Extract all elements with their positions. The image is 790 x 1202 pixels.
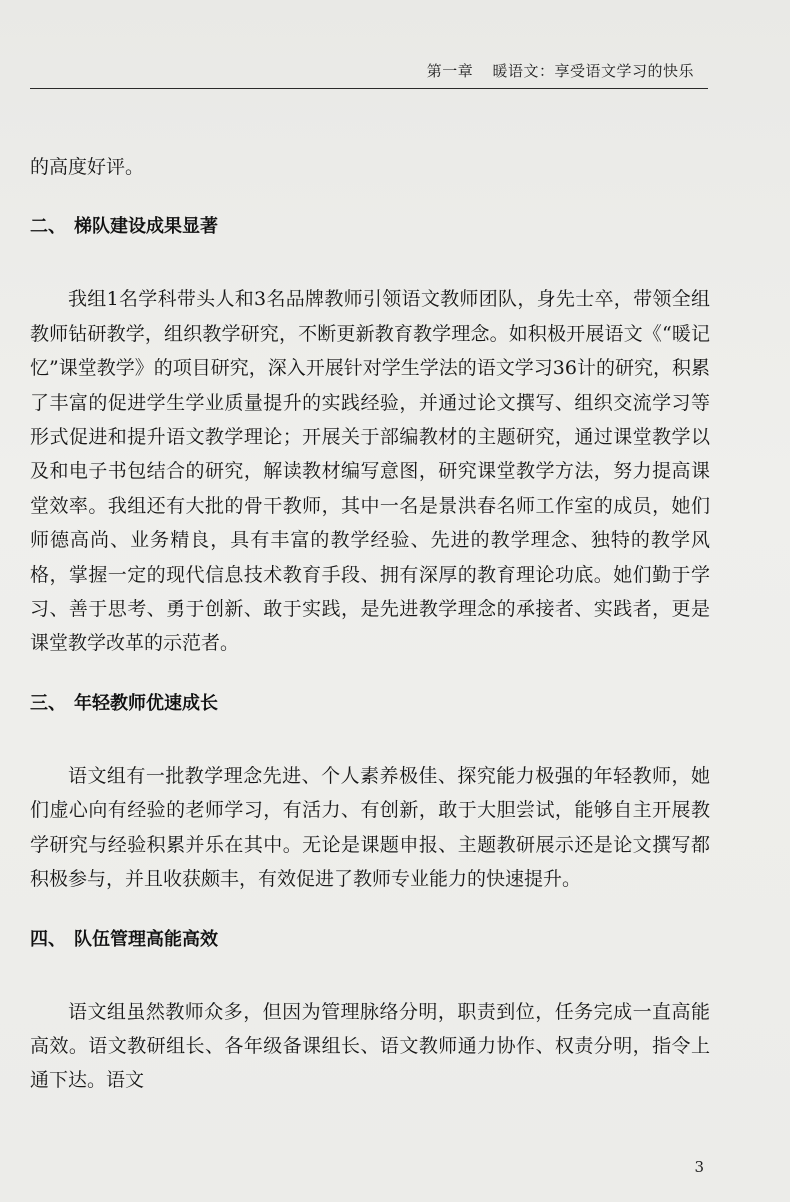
section-body: 语文组有一批教学理念先进、个人素养极佳、探究能力极强的年轻教师，她们虚心向有经验的老师学习，有活力、有创新，敢于大胆尝试，能够自主开展教学研究与经验积累并乐在其中。无论是课题申报、主题教研展示还是论文撰写都积极参与，并且收获颇丰，有效促进了教师专业能力的快速提升。 xyxy=(30,764,710,891)
page-content xyxy=(30,150,710,1098)
page-number: 3 xyxy=(694,1158,704,1176)
section-heading-2 xyxy=(30,210,710,244)
section-number: 二、 xyxy=(30,216,66,238)
section-body: 语文组虽然教师众多，但因为管理脉络分明，职责到位，任务完成一直高能高效。语文教研组长、各年级备课组长、语文教师通力协作、权责分明，指令上通下达。语文 xyxy=(30,1000,710,1092)
section-number: 四、 xyxy=(30,928,66,950)
section-title: 年轻教师优速成长 xyxy=(74,692,218,714)
section-title: 队伍管理高能高效 xyxy=(74,928,218,950)
running-header xyxy=(427,60,694,81)
section-heading-3 xyxy=(30,687,710,721)
section-body: 我组1名学科带头人和3名品牌教师引领语文教师团队，身先士卒，带领全组教师钻研教学，组织教学研究，不断更新教育教学理念。如积极开展语文《“暖记忆”课堂教学》的项目研究，深入开展针对学生学法的语文学习36计的研究，积累了丰富的促进学生学业质量提升的实践经验，并通过论文撰写、组织交流学习等形式促进和提升语文教学理论；开展关于部编教材的主题研究，通过课堂教学以及和电子书包结合的研究，解读教材编写意图，研究课堂教学方法，努力提高课堂效率。我组还有大批的骨干教师，其中一名是景洪春名师工作室的成员，她们师德高尚、业务精良，具有丰富的教学经验、先进的教学理念、独特的教学风格，掌握一定的现代信息技术教育手段、拥有深厚的教育理论功底。她们勤于学习、善于思考、勇于创新、敢于实践，是先进教学理念的承接者、实践者，更是课堂教学改革的示范者。 xyxy=(30,288,710,655)
section-heading-4 xyxy=(30,923,710,957)
header-rule xyxy=(30,88,708,89)
chapter-number: 第一章 xyxy=(426,62,474,80)
continued-paragraph: 的高度好评。 xyxy=(30,156,145,178)
chapter-title: 暖语文：享受语文学习的快乐 xyxy=(492,62,694,80)
section-number: 三、 xyxy=(30,692,66,714)
section-title: 梯队建设成果显著 xyxy=(74,216,218,238)
